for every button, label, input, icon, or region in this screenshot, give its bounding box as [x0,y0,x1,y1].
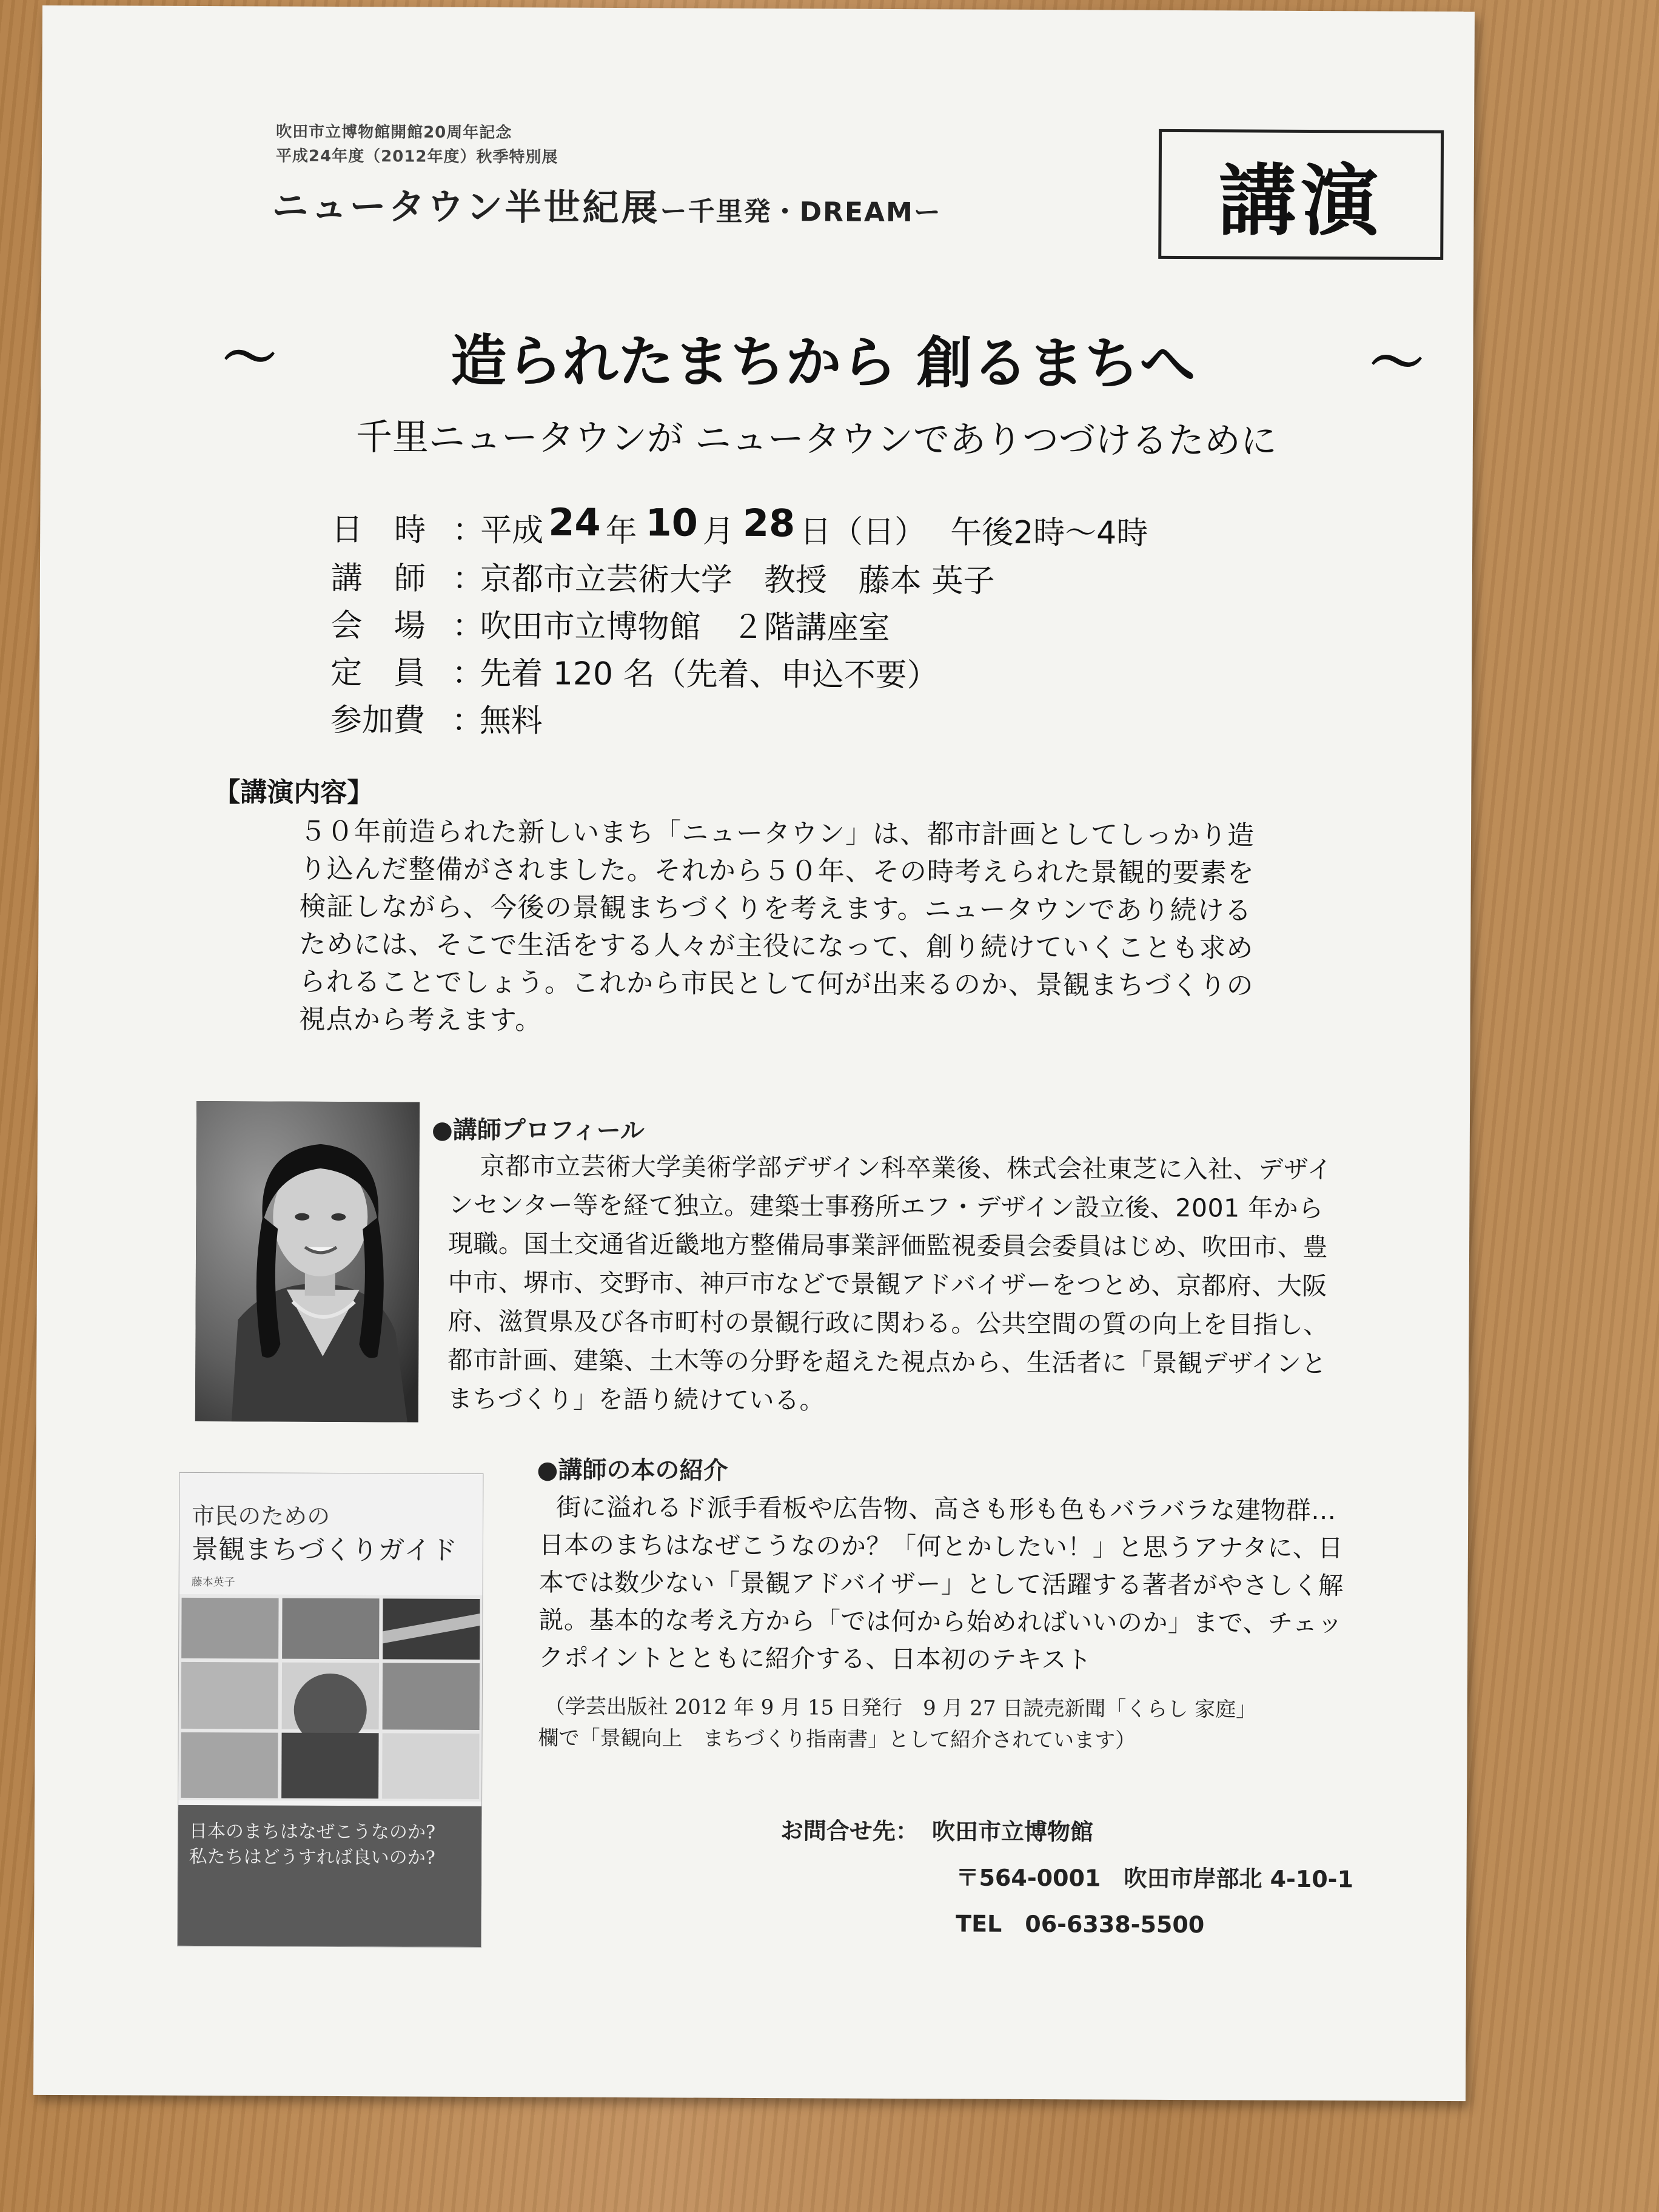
info-row-lecturer: 講 師 ： 京都市立芸術大学 教授 藤本 英子 [331,552,995,601]
lecturer-value: 京都市立芸術大学 教授 藤本 英子 [480,561,995,600]
date-day-unit: 日（日） [799,514,927,551]
anniversary-line: 吹田市立博物館開館20周年記念 [276,122,512,142]
content-heading: 【講演内容】 [213,777,374,809]
subtitle: 千里ニュータウンが ニュータウンでありつづけるために [355,416,1278,463]
profile-line: まちづくり」を語り続けている。 [447,1384,825,1415]
fee-value: 無料 [479,703,543,740]
book-line: 説。基本的な考え方から「では何から始めればいいのか」まで、チェッ [538,1605,1343,1638]
book-cover-band-line: 私たちはどうすれば良いのか? [189,1846,435,1869]
fee-label: 参加費 [330,702,426,739]
profile-heading: ●講師プロフィール [431,1116,645,1145]
book-line: クポイントとともに紹介する、日本初のテキスト [538,1643,1092,1675]
date-year: 24 [548,500,601,545]
venue-value: 吹田市立博物館 ２階講座室 [480,608,890,646]
title-right-tilde: ～ [1370,331,1424,394]
flyer-sheet [33,5,1475,2101]
book-cover-title-2: 景観まちづくりガイド [191,1533,458,1566]
profile-line: ンセンター等を経て独立。建築士事務所エフ・デザイン設立後、2001 年から [448,1190,1324,1224]
book-cover [177,1472,483,1948]
book-cover-author: 藤本英子 [191,1575,235,1589]
content-line: 視点から考えます。 [298,1004,543,1036]
content-line: ５０年前造られた新しいまち「ニュータウン」は、都市計画としてしっかり造 [299,816,1255,851]
date-label: 日 時 [331,511,426,549]
book-heading: ●講師の本の紹介 [537,1456,728,1485]
info-row-date: 日 時 ： 平成 24 年 10 月 28 日（日） 午後2時〜4時 [331,500,1148,552]
date-year-unit: 年 [605,512,637,550]
lecturer-label: 講 師 [330,560,426,597]
publication-note-line: 欄で「景観向上 まちづくり指南書」として紹介されています） [538,1726,1136,1753]
main-title [223,315,1424,401]
info-row-venue: 会 場 ： 吹田市立博物館 ２階講座室 [330,600,890,648]
info-row-fee: 参加費 ： 無料 [330,694,543,741]
date-day: 28 [742,500,796,546]
book-line: 本では数少ない「景観アドバイザー」として活躍する著者がやさしく解 [538,1567,1344,1601]
title-left-tilde: ～ [223,326,276,389]
exhibition-name: ニュータウン半世紀展 [272,185,660,230]
lecturer-portrait [195,1101,420,1423]
profile-line: 京都市立芸術大学美術学部デザイン科卒業後、株式会社東芝に入社、デザイ [480,1151,1333,1185]
date-era: 平成 [480,512,544,549]
book-cover-title-1: 市民のための [192,1502,330,1530]
publication-note-line: （学芸出版社 2012 年 9 月 15 日発行 9 月 27 日読売新聞「くらし 家庭」 [544,1694,1257,1722]
book-cover-band-line: 日本のまちはなぜこうなのか? [189,1820,436,1843]
content-line: 検証しながら、今後の景観まちづくりを考えます。ニュータウンであり続ける [299,891,1252,927]
lecture-badge-label: 講演 [1218,156,1384,247]
date-month: 10 [645,500,699,545]
info-row-capacity: 定 員 ： 先着 120 名（先着、申込不要） [330,647,939,695]
date-time: 午後2時〜4時 [950,514,1148,552]
exhibition-subtitle: ー千里発・DREAMー [660,196,942,229]
profile-line: 府、滋賀県及び各市町村の景観行政に関わる。公共空間の質の向上を目指し、 [447,1306,1329,1340]
contact-address: 〒564-0001 吹田市岸部北 4-10-1 [956,1864,1354,1893]
book-line: 日本のまちはなぜこうなのか？「何とかしたい！」と思うアナタに、日 [538,1530,1343,1563]
main-title-text: 造られたまちから 創るまちへ [451,328,1196,397]
portrait-photo [195,1101,420,1423]
contact-name: 吹田市立博物館 [931,1818,1093,1846]
book-cover-photos [178,1594,482,1801]
content-line: り込んだ整備がされました。それから５０年、その時考えられた景観的要素を [299,853,1255,889]
content-line: られることでしょう。これから市民として何が出来るのか、景観まちづくりの [298,966,1254,1002]
content-line: ためには、そこで生活をする人々が主役になって、創り続けていくことも求め [299,928,1254,964]
profile-line: 現職。国土交通省近畿地方整備局事業評価監視委員会委員はじめ、吹田市、豊 [448,1228,1329,1262]
venue-label: 会 場 [330,607,426,645]
capacity-label: 定 員 [330,654,426,692]
book-line: 街に溢れるド派手看板や広告物、高さも形も色もバラバラな建物群… [556,1492,1336,1526]
contact-label: お問合せ先： [780,1817,919,1845]
exhibition-title [272,178,942,233]
capacity-value: 先着 120 名（先着、申込不要） [480,655,939,694]
exhibition-season-line: 平成24年度（2012年度）秋季特別展 [275,147,558,167]
book-cover-band [178,1805,481,1947]
profile-line: 中市、堺市、交野市、神戸市などで景観アドバイザーをつとめ、京都府、大阪 [447,1267,1327,1301]
profile-line: 都市計画、建築、土木等の分野を超えた視点から、生活者に「景観デザインと [447,1345,1327,1379]
lecture-badge [1158,129,1444,260]
date-month-unit: 月 [702,513,734,550]
contact-tel: TEL 06-6338-5500 [956,1910,1205,1939]
